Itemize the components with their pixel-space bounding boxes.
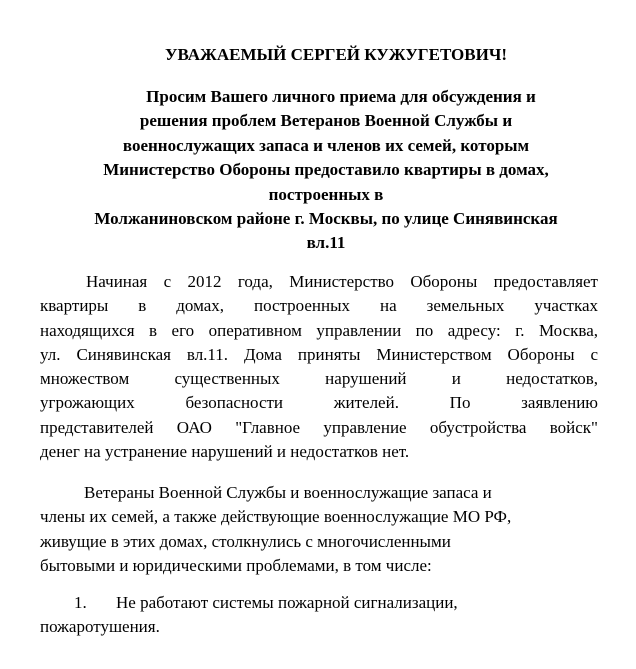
paragraph-line: квартиры в домах, построенных на земельных участках (40, 296, 598, 316)
letter-heading (40, 85, 612, 256)
list-item (40, 591, 598, 615)
paragraph-line: представителей ОАО "Главное управление обустройства войск" (40, 417, 598, 437)
paragraph-line: Ветераны Военной Службы и военнослужащие запаса и (84, 483, 492, 502)
paragraph-2 (40, 481, 598, 578)
paragraph-line: бытовыми и юридическими проблемами, в том числе: (40, 555, 432, 575)
letter-salutation: УВАЖАЕМЫЙ СЕРГЕЙ КУЖУГЕТОВИЧ! (165, 45, 507, 64)
heading-line: Молжаниновском районе г. Москвы, по улице Синявинская (94, 209, 558, 229)
paragraph-line: множеством существенных нарушений и недостатков, (40, 369, 598, 389)
list-item-continuation: пожаротушения. (40, 617, 160, 637)
heading-line: военнослужащих запаса и членов их семей, которым (122, 135, 530, 155)
paragraph-line: угрожающих безопасности жителей. По заявлению (40, 393, 598, 413)
paragraph-line: находящихся в его оперативном управлении по адресу: г. Москва, (40, 320, 598, 340)
list-item-text: Не работают системы пожарной сигнализации, (116, 593, 458, 612)
numbered-list (40, 591, 598, 640)
heading-line: Министерство Обороны предоставило квартиры в домах, (103, 160, 549, 180)
heading-line: построенных в (268, 184, 384, 204)
paragraph-line: денег на устранение нарушений и недостатков нет. (40, 442, 410, 462)
heading-line: вл.11 (306, 233, 346, 253)
paragraph-1 (40, 270, 598, 464)
paragraph-line: живущие в этих домах, столкнулись с многочисленными (40, 531, 451, 551)
paragraph-line: Начиная с 2012 года, Министерство Обороны предоставляет (86, 272, 598, 291)
heading-line: Просим Вашего личного приема для обсуждения и (146, 87, 536, 106)
paragraph-line: члены их семей, а также действующие военнослужащие МО РФ, (40, 507, 512, 527)
list-number: 1. (74, 593, 87, 612)
paragraph-line: ул. Синявинская вл.11. Дома приняты Министерством Обороны с (40, 344, 598, 364)
heading-line: решения проблем Ветеранов Военной Службы и (139, 111, 513, 131)
